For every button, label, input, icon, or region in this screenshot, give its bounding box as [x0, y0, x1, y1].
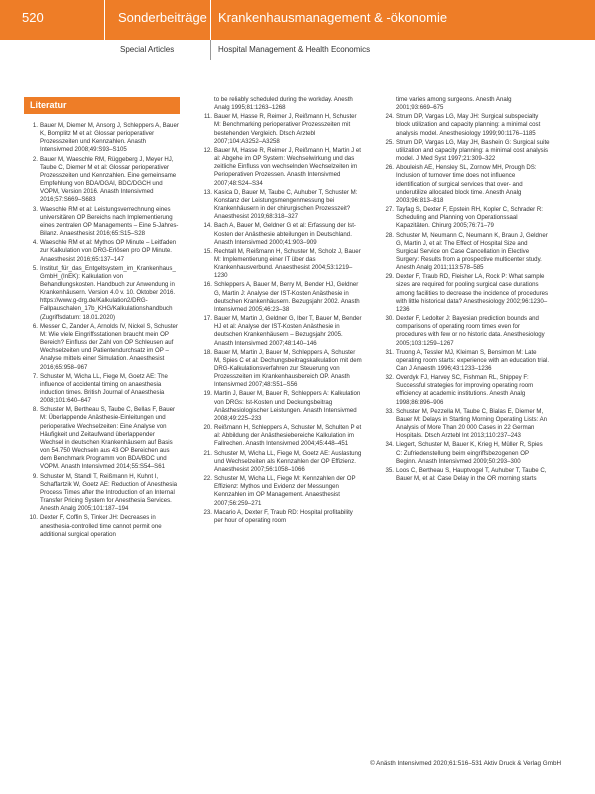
reference-column-3: [380, 96, 550, 484]
reference-number: 20.: [203, 424, 212, 432]
reference-text: Schuster M, Neumann C, Neumann K, Braun J, Geldner G, Martin J, et al: The Effect of Hospital Size and Surgical Service on Case Cancellation in Elective Surgery: Results from a prospective multicenter study. Anesth Analg 2011;113:578–585: [396, 231, 548, 272]
reference-number: 16.: [203, 281, 212, 289]
reference-entry: [380, 113, 550, 137]
reference-number: 28.: [385, 231, 394, 239]
reference-number: 8.: [32, 406, 38, 414]
reference-text: Bauer M, Martin J, Geldner G, Iber T, Bauer M, Bender HJ et al: Analyse der IST-Kosten Anästhesie in deutschen Krankenhäusern – Bezugsjahr 2005. Anasth Intensivmed 2007;48:140–146: [214, 315, 362, 347]
reference-text: Bach A, Bauer M, Geldner G et al: Erfassung der Ist-Kosten der Anästhesie abteilungen in Deutschland. Anasth Intensivmed 2000;41:903–909: [214, 222, 356, 246]
reference-text: Macario A, Dexter F, Traub RD: Hospital profitability per hour of operating room: [214, 508, 353, 524]
reference-entry: [198, 113, 363, 146]
reference-number: 10.: [29, 514, 38, 522]
reference-number: 33.: [385, 407, 394, 415]
reference-number: 4.: [32, 239, 38, 247]
reference-entry: [380, 96, 550, 112]
reference-text: Dexter F, Coffin S, Tinker JH: Decreases in anesthesia-controlled time cannot permit one additional surgical operation: [40, 514, 162, 538]
reference-entry: [24, 373, 179, 406]
header-divider: [104, 0, 105, 60]
reference-text: Schuster M, Wicha LL, Fiege M: Kennzahlen der OP Effizienz: Mythos und Evidenz der Messungen Kennzahlen im OP Management. Anaesthesist 2007;56:259–271: [214, 475, 356, 507]
reference-number: 3.: [32, 205, 38, 213]
reference-entry: [198, 509, 363, 525]
reference-entry: [24, 122, 179, 155]
reference-number: 1.: [32, 122, 38, 129]
reference-entry: [380, 441, 550, 465]
reference-entry: [380, 374, 550, 407]
reference-text: Reißmann H, Schleppers A, Schuster M, Schulten P et al: Abbildung der Anästhesiebereiche Kalkulation im Fallrechen. Anasth Intensivmed 2004;45:448–451: [214, 424, 362, 448]
reference-entry: [198, 189, 363, 222]
reference-entry: [198, 96, 363, 112]
reference-entry: [24, 514, 179, 538]
reference-entry: [198, 281, 363, 314]
reference-number: 13.: [203, 188, 212, 196]
topic-title-en: Hospital Management & Health Economics: [218, 45, 371, 54]
reference-number: 26.: [385, 164, 394, 172]
reference-entry: [380, 467, 550, 483]
reference-number: 31.: [385, 348, 394, 356]
literature-heading: Literatur: [30, 100, 67, 110]
reference-number: 23.: [203, 508, 212, 516]
reference-entry: [198, 222, 363, 246]
section-title-de: Sonderbeiträge: [118, 10, 207, 25]
reference-number: 5.: [32, 264, 38, 272]
reference-text: Loos C, Bertheau S, Hauptvogel T, Auhuber T, Taube C, Bauer M, et al: Case Delay in the OR morning starts: [396, 466, 547, 483]
reference-entry: [24, 206, 179, 239]
reference-number: 14.: [203, 222, 212, 230]
reference-entry: [198, 147, 363, 188]
reference-entry: [24, 156, 179, 205]
page-number: 520: [22, 10, 44, 25]
reference-entry: [198, 315, 363, 348]
reference-text: Institut_für_das_Entgeltsystem_im_Krankenhaus_GmbH_(InEK): Kalkulation von Behandlungskosten. Handbuch zur Anwendung in Krankenhäusern. Version 4.0 v. 10. Oktober 2016. https://www.g-drg.de/Kalkulation2/DRG-Fallpauschalen_17b_KHG/Kalkulationshandbuch (Zugriffsdatum: 18.01.2020): [40, 264, 176, 321]
reference-number: 29.: [385, 273, 394, 281]
reference-text: Schuster M, Standl T, Reißmann H, Kuhnt I, Schaffartzik W, Goetz AE: Reduction of Anesthesia Process Times after the Introduction of an Internal Transfer Pricing System for Anesthesia Services. Anesth Analg 2005;101:187–194: [40, 472, 178, 513]
reference-entry: [198, 450, 363, 474]
reference-number: 35.: [385, 466, 394, 474]
reference-text: Bauer M, Hasse R, Reimer J, Reißmann H, Martin J et al: Abgehe im OP System: Wechselwirkung und das zeitliche Einfluss von wechselnden Wechselzeiten im Perioperativen Prozessen. Anasth Intensivmed 2007;48:S24–S34: [214, 146, 361, 187]
reference-entry: [198, 390, 363, 423]
reference-text: Bauer M, Waeschle RM, Rüggeberg J, Meyer HJ, Taube C, Diemer M et al: Glossar perioperativer Prozesszeiten und Kennzahlen. Eine gemeinsame Empfehlung von BDA/DGAI, BDC/DGCH und VOPM, Version 2016. Anasth Intensivmed 2016;57:S669–S683: [40, 155, 177, 204]
reference-text: Schuster M, Wicha LL, Fiege M, Goetz AE: The influence of accidental timing on anaesthesia induction times. British Journal of Anaesthesia 2008;101:640–647: [40, 372, 168, 405]
reference-entry: [380, 315, 550, 348]
reference-entry: [24, 239, 179, 263]
reference-text: Messer C, Zander A, Arnolds IV, Nickel S, Schuster M: Wie viele Eingriffsstationen braucht mein OP Bereich? Einfluss der Zahl von OP Schleusen auf Wechselzeiten und Patientendurchsatz im OP – Analyse mittels einer Simulation. Anaesthesist 2016;65:958–967: [40, 322, 178, 371]
reference-text: Abouleish AE, Hensley SL, Zornow MH, Prough DS: Inclusion of turnover time does not influence identification of surgical services that over- and underutilize allocated block time. Anesth Analg 2003;96:813–818: [396, 164, 537, 204]
reference-text: Rechtall M, Reißmann H, Schuster M, Scholz J, Bauer M: Implementierung einer IT über das Krankenhausverbund. Anaesthesist 2004;53:1219–1230: [214, 247, 361, 280]
reference-entry: [380, 273, 550, 314]
reference-entry: [198, 424, 363, 448]
reference-entry: [24, 265, 179, 322]
reference-entry: [24, 406, 179, 471]
reference-number: 2.: [32, 155, 38, 163]
reference-entry: [380, 349, 550, 373]
reference-entry: [380, 164, 550, 205]
reference-number: 22.: [203, 475, 212, 483]
reference-text: Bauer M, Hasse R, Reimer J, Reißmann H, Schuster M: Benchmarking perioperativer Prozesszeiten mit bestehenden Vergleich. Dtsch Arztebl 2007;104:A3252–A3258: [214, 113, 357, 145]
reference-text: Overdyk FJ, Harvey SC, Fishman RL, Shippey F: Successful strategies for improving operating room efficiency at academic institutions. Anesth Analg 1998;86:896–906: [396, 374, 534, 406]
reference-number: 32.: [385, 374, 394, 382]
reference-number: 7.: [32, 372, 38, 380]
reference-number: 17.: [203, 315, 212, 323]
reference-text: Liegert, Schuster M, Bauer K, Krieg H, Müller R, Spies C: Zufriedenstellung beim eingriffsbezogenen OP Beginn. Anasth Intensivmed 2009;50:293–300: [396, 441, 543, 465]
reference-number: 24.: [385, 113, 394, 121]
reference-entry: [24, 473, 179, 514]
reference-number: 9.: [32, 472, 38, 480]
reference-text: time varies among surgeons. Anesth Analg 2001;93:669–675: [396, 96, 512, 112]
reference-text: Dexter F, Ledolter J: Bayesian prediction bounds and comparisons of operating room times even for procedures with few or no historic data. Anesthesiology 2005;103:1259–1267: [396, 315, 545, 347]
reference-number: 18.: [203, 348, 212, 356]
reference-text: Schuster M, Wicha LL, Fiege M, Goetz AE: Auslastung und Wechselzeiten als Kennzahlen der OP Effizienz. Anaesthesist 2007;56:1058–1066: [214, 449, 362, 473]
reference-number: 25.: [385, 138, 394, 146]
reference-entry: [380, 206, 550, 230]
reference-number: 30.: [385, 315, 394, 323]
reference-number: 12.: [203, 146, 212, 154]
reference-text: Bauer M, Martin J, Bauer M, Schleppers A, Schuster M, Spies C et al: Dechungsbeitragskalkulation mit dem DRG-Kalkulationsverfahren zur Steuerung von Prozesszeiten im Krankenhausbereich OP. Anasth Intensivmed 2007;48:S51–S56: [214, 348, 362, 389]
section-title-en: Special Articles: [120, 45, 175, 54]
reference-text: Strum DP, Vargas LG, May JH, Bashein G: Surgical suite utilization and capacity planning: a minimal cost analysis model. J Med Syst 1997;21:309–322: [396, 138, 550, 163]
reference-text: Dexter F, Traub RD, Fleisher LA, Rock P: What sample sizes are required for pooling surgical case durations among facilities to decrease the incidence of procedures with little historical data? Anesthesiology 2002;96:1230–1236: [396, 273, 549, 313]
reference-text: Strum DP, Vargas LG, May JH: Surgical subspecialty block utilization and capacity planning: a minimal cost analysis model. Anesthesiology 1999;90:1176–1185: [396, 113, 541, 137]
reference-text: Schuster M, Pezzella M, Taube C, Bialas E, Diemer M, Bauer M: Delays in Starting Morning Operating Lists: An Analysis of More Than 20 000 Cases in 22 German Hospitals. Dtsch Arztebl Int 2013;110:237–243: [396, 407, 548, 440]
reference-text: Tayfag S, Dexter F, Epstein RH, Kopler C, Schrader R: Scheduling and Planning von Operationssaal Kapazitäten. Chirurg 2005;76:71–79: [396, 206, 543, 230]
reference-text: Truong A, Tessler MJ, Kleiman S, Bensimon M: Late operating room starts: experience with an education trial. Can J Anaesth 1996;43:1233–1236: [396, 348, 550, 372]
reference-number: 11.: [203, 113, 212, 121]
reference-entry: [380, 232, 550, 273]
header-divider-lower: [210, 40, 211, 60]
reference-entry: [198, 349, 363, 390]
reference-number: 34.: [385, 441, 394, 449]
reference-column-2: [198, 96, 363, 526]
reference-text: Martin J, Bauer M, Bauer R, Schleppers A: Kalkulation von DRGs: Ist-Kosten und Deckungsbeitrag Anästhesiologischer Leistungen. Anasth Intensivmed 2008;49:225–233: [214, 390, 361, 422]
reference-column-1: [24, 122, 179, 540]
footer-copyright: © Anästh Intensivmed 2020;61:516–531 Aktiv Druck & Verlag GmbH: [370, 760, 561, 767]
reference-number: 27.: [385, 206, 394, 214]
reference-text: to be reliably scheduled during the workday. Anesth Analg 1995;81:1263–1268: [214, 96, 353, 112]
reference-entry: [198, 248, 363, 281]
reference-entry: [380, 408, 550, 441]
reference-text: Waeschle RM et al: Mythos OP Minute – Leitfaden zur Kalkulation von DRG-Erlösen pro OP Minute. Anaesthesist 2016;65:137–147: [40, 239, 177, 263]
topic-title-de: Krankenhausmanagement & -ökonomie: [218, 10, 448, 25]
reference-text: Schleppers A, Bauer M, Berry M, Bender HJ, Geldner G, Martin J: Analyse der IST-Kosten Anästhesie in deutschen Krankenhäusern. Bezugsjahr 2002. Anasth Intensivmed 2005;46:23–38: [214, 281, 360, 313]
reference-entry: [198, 475, 363, 508]
reference-number: 19.: [203, 390, 212, 398]
reference-text: Waeschle RM et al: Leistungsverrechnung eines universitären OP Bereichs nach Implementierung eines zentralen OP Managements – Eine 5-Jahres-Bilanz. Anaesthesist 2016;65:S15–S28: [40, 205, 179, 238]
reference-entry: [24, 323, 179, 372]
reference-entry: [380, 139, 550, 163]
reference-number: 6.: [32, 322, 38, 330]
reference-text: Schuster M, Bertheau S, Taube C, Bellas F, Bauer M: Überlappende Anästhesie-Einleitungen und perioperative Wechselzeiten: Eine Analyse von Häufigkeit und Zeitaufwand überlappender Wechsel in deutschen Krankenhäusern auf Basis von 54.750 Wechseln aus 43 OP Bereichen aus dem Benchmark Programm von BDA/BDC und VOPM. Anasth Intensivmed 2014;55:S54–S61: [40, 406, 176, 471]
reference-number: 21.: [203, 449, 212, 457]
reference-text: Bauer M, Diemer M, Ansorg J, Schleppers A, Bauer K, Bomplitz M et al: Glossar perioperativer Prozesszeiten und Kennzahlen. Anasth Intensivmed 2008;49:S93–S105: [40, 122, 179, 154]
reference-text: Kasica D, Bauer M, Taube C, Auhuber T, Schuster M: Konstanz der Leistungsmengenmessung bei Krankenhäusern in der chirurgischen Prozesszeit? Anaesthesist 2019;68:318–327: [214, 188, 358, 221]
reference-number: 15.: [203, 247, 212, 255]
